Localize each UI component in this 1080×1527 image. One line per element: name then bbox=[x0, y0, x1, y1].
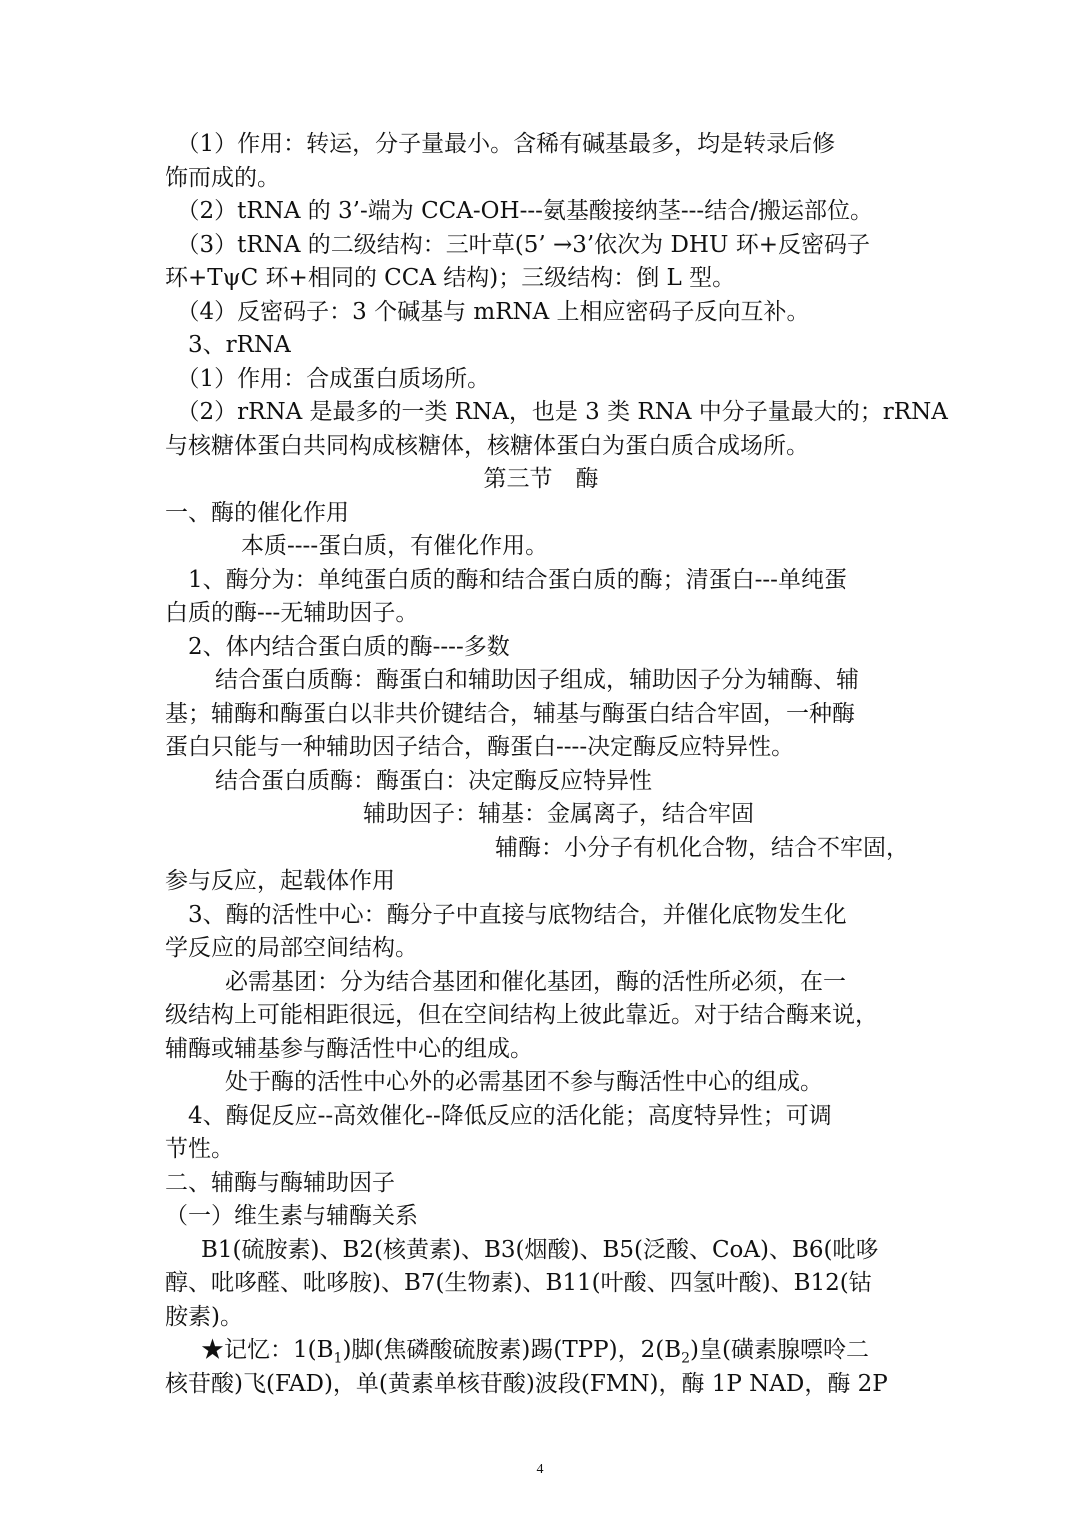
page-number: 4 bbox=[536, 1462, 544, 1477]
text-line: 处于酶的活性中心外的必需基团不参与酶活性中心的组成。 bbox=[225, 1069, 823, 1095]
text-line: 辅酶：小分子有机化合物，结合不牢固， bbox=[495, 834, 909, 861]
text-line: 4、酶促反应--高效催化--降低反应的活化能；高度特异性；可调 bbox=[165, 1102, 832, 1129]
text-line: 胺素)。 bbox=[165, 1303, 243, 1330]
text-line: 必需基团：分为结合基团和催化基团，酶的活性所必须，在一 bbox=[225, 968, 846, 995]
memory-seg-1: 1(B bbox=[293, 1337, 334, 1363]
text-line: 3、rRNA bbox=[165, 332, 291, 358]
text-line: 3、酶的活性中心：酶分子中直接与底物结合，并催化底物发生化 bbox=[165, 901, 847, 928]
memory-sub-1: 1 bbox=[333, 1350, 343, 1367]
text-lines bbox=[165, 128, 948, 1334]
text-line: 基；辅酶和酶蛋白以非共价键结合，辅基与酶蛋白结合牢固，一种酶 bbox=[165, 700, 855, 727]
text-line: （1）作用：合成蛋白质场所。 bbox=[165, 365, 491, 392]
text-line: 第三节 酶 bbox=[483, 466, 599, 492]
document-body bbox=[165, 128, 948, 1401]
text-line: 环+TψC 环+相同的 CCA 结构)；三级结构：倒 L 型。 bbox=[165, 265, 736, 291]
text-line: （2）rRNA 是最多的一类 RNA，也是 3 类 RNA 中分子量最大的；rRNA bbox=[165, 399, 948, 425]
text-line: （3）tRNA 的二级结构：三叶草(5’ →3’依次为 DHU 环+反密码子 bbox=[165, 231, 870, 258]
memory-seg-2: )脚(焦磷酸硫胺素)踢(TPP)，2(B bbox=[342, 1337, 682, 1363]
memory-line-2: 核苷酸)飞(FAD)，单(黄素单核苷酸)波段(FMN)，酶 1P NAD，酶 2P bbox=[165, 1370, 888, 1397]
text-line: 级结构上可能相距很远，但在空间结构上彼此靠近。对于结合酶来说， bbox=[165, 1002, 878, 1028]
text-line: 参与反应，起载体作用 bbox=[165, 868, 395, 894]
text-line: 1、酶分为：单纯蛋白质的酶和结合蛋白质的酶；清蛋白---单纯蛋 bbox=[165, 566, 847, 593]
text-line: 辅酶或辅基参与酶活性中心的组成。 bbox=[165, 1035, 533, 1062]
text-line: （一）维生素与辅酶关系 bbox=[165, 1203, 418, 1229]
text-line: 蛋白只能与一种辅助因子结合，酶蛋白----决定酶反应特异性。 bbox=[165, 734, 795, 760]
text-line: 节性。 bbox=[165, 1136, 234, 1162]
star-icon: ★ bbox=[201, 1337, 224, 1363]
text-line: B1(硫胺素)、B2(核黄素)、B3(烟酸)、B5(泛酸、CoA)、B6(吡哆 bbox=[201, 1236, 879, 1263]
memory-seg-3: )皇(磺素腺嘌呤二 bbox=[690, 1337, 869, 1363]
text-line: （2）tRNA 的 3’-端为 CCA-OH---氨基酸接纳茎---结合/搬运部位。 bbox=[165, 198, 873, 224]
text-line: 白质的酶---无辅助因子。 bbox=[165, 600, 419, 626]
text-line: 2、体内结合蛋白质的酶----多数 bbox=[165, 633, 510, 660]
memory-sub-2: 2 bbox=[681, 1350, 691, 1367]
text-line: （4）反密码子：3 个碱基与 mRNA 上相应密码子反向互补。 bbox=[165, 298, 810, 325]
text-line: 醇、吡哆醛、吡哆胺)、B7(生物素)、B11(叶酸、四氢叶酸)、B12(钴 bbox=[165, 1270, 872, 1296]
memory-line-1 bbox=[165, 1334, 917, 1368]
text-line: 结合蛋白质酶：酶蛋白：决定酶反应特异性 bbox=[215, 767, 652, 794]
text-line: 辅助因子：辅基：金属离子，结合牢固 bbox=[363, 801, 754, 827]
text-line: 二、辅酶与酶辅助因子 bbox=[165, 1169, 395, 1196]
text-line: 结合蛋白质酶：酶蛋白和辅助因子组成，辅助因子分为辅酶、辅 bbox=[215, 667, 859, 693]
text-line: 学反应的局部空间结构。 bbox=[165, 935, 418, 961]
text-line: 与核糖体蛋白共同构成核糖体，核糖体蛋白为蛋白质合成场所。 bbox=[165, 432, 809, 459]
memory-label: 记忆： bbox=[224, 1337, 293, 1363]
text-line: 一、酶的催化作用 bbox=[165, 499, 349, 526]
text-line: 本质----蛋白质，有催化作用。 bbox=[241, 533, 549, 559]
text-line: 饰而成的。 bbox=[165, 164, 280, 191]
text-line: （1）作用：转运，分子量最小。含稀有碱基最多，均是转录后修 bbox=[165, 131, 836, 157]
